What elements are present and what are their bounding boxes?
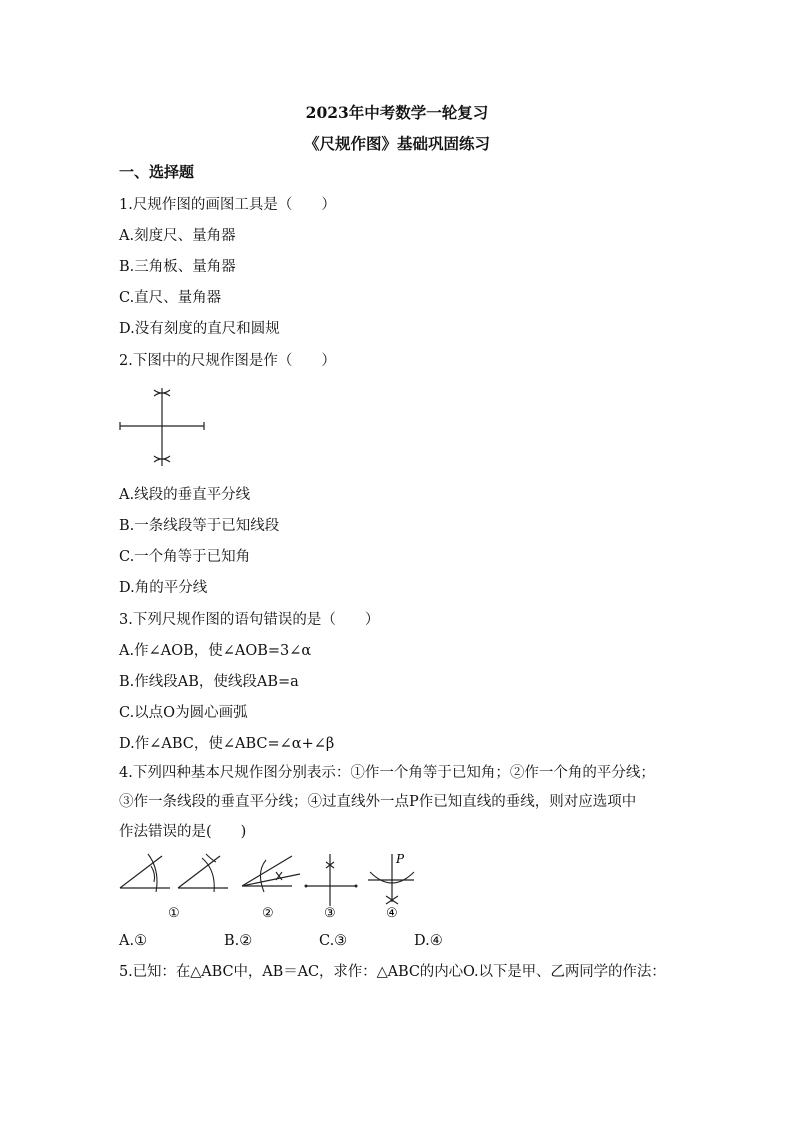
question-1-stem: 1.尺规作图的画图工具是（ ） <box>119 197 336 213</box>
point-p-label: P <box>396 852 405 866</box>
question-5-stem: 5.已知：在△ABC中，AB＝AC，求作：△ABC的内心O.以下是甲、乙两同学的作法： <box>119 964 666 980</box>
question-3-option-a: A.作∠AOB，使∠AOB=3∠α <box>119 643 312 659</box>
question-4-option-c: C.③ <box>319 933 348 949</box>
figure-2 <box>242 856 300 892</box>
question-2-option-b: B.一条线段等于已知线段 <box>119 518 280 534</box>
figure-label-3: ③ <box>324 906 336 921</box>
question-4-stem-line3: 作法错误的是( ) <box>119 824 247 840</box>
question-2-option-a: A.线段的垂直平分线 <box>119 487 251 503</box>
figure-label-4: ④ <box>386 906 398 921</box>
figure-1 <box>120 854 170 892</box>
figure-label-1: ① <box>168 906 180 921</box>
figure-1b <box>178 854 228 892</box>
figure-4 <box>368 852 414 904</box>
question-4-option-b: B.② <box>224 933 253 949</box>
question-1-option-c: C.直尺、量角器 <box>119 290 222 306</box>
section-heading: 一、选择题 <box>119 163 195 181</box>
question-2-option-c: C.一个角等于已知角 <box>119 549 251 565</box>
question-4-stem-line1: 4.下列四种基本尺规作图分别表示：①作一个角等于已知角；②作一个角的平分线； <box>119 765 655 781</box>
question-3-stem: 3.下列尺规作图的语句错误的是（ ） <box>119 612 380 628</box>
question-4-figures <box>116 850 426 924</box>
question-4-option-a: A.① <box>119 933 148 949</box>
question-1-option-b: B.三角板、量角器 <box>119 259 236 275</box>
question-1-option-d: D.没有刻度的直尺和圆规 <box>119 321 280 337</box>
question-3-option-d: D.作∠ABC，使∠ABC=∠α+∠β <box>119 736 335 752</box>
question-4-option-d: D.④ <box>414 933 443 949</box>
question-3-option-b: B.作线段AB，使线段AB=a <box>119 674 299 690</box>
figure-label-2: ② <box>262 906 274 921</box>
question-1-option-a: A.刻度尺、量角器 <box>119 228 236 244</box>
question-3-option-c: C.以点O为圆心画弧 <box>119 705 248 721</box>
question-2-option-d: D.角的平分线 <box>119 580 208 596</box>
figure-3 <box>305 854 358 906</box>
page-title: 2023年中考数学一轮复习 <box>305 103 489 122</box>
question-2-figure <box>116 382 212 472</box>
question-2-stem: 2.下图中的尺规作图是作（ ） <box>119 353 336 369</box>
question-4-stem-line2: ③作一条线段的垂直平分线；④过直线外一点P作已知直线的垂线，则对应选项中 <box>119 794 637 810</box>
page-subtitle: 《尺规作图》基础巩固练习 <box>303 134 490 153</box>
